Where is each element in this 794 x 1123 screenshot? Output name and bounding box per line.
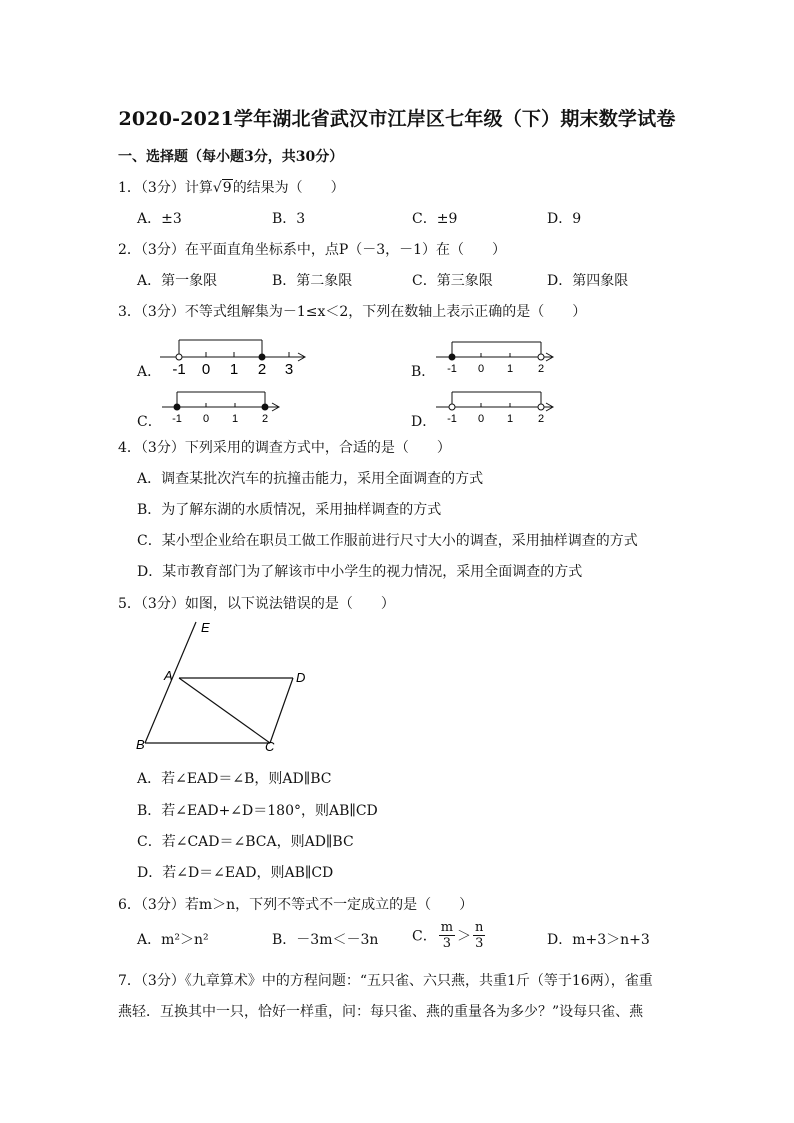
section-heading: 一、选择题（每小题3分，共30分）: [118, 149, 344, 165]
question-1: [118, 177, 345, 197]
option-d: D．若∠D＝∠EAD，则AB∥CD: [137, 865, 334, 881]
number-line-b: [434, 336, 556, 376]
option-d: D．9: [547, 211, 582, 227]
numerator: n: [475, 920, 484, 935]
page-title: 2020-2021学年湖北省武汉市江岸区七年级（下）期末数学试卷: [118, 108, 676, 130]
number-line-a: [158, 334, 310, 378]
question-7-line-1: 7．（3分）《九章算术》中的方程问题：“五只雀、六只燕，共重1斤（等于16两），雀重: [118, 973, 653, 989]
option-b: B．3: [272, 211, 306, 227]
tick-label: 1: [231, 413, 239, 425]
option-a: A．第一象限: [137, 273, 218, 289]
option-c: C．若∠CAD＝∠BCA，则AD∥BC: [137, 834, 354, 850]
tick-label: 0: [477, 363, 485, 375]
relation-symbol: ＞: [457, 928, 472, 945]
question-score: （3分）: [140, 180, 185, 196]
option-a: A．±3: [137, 211, 182, 227]
question-7-line-2: 燕轻．互换其中一只，恰好一样重，问：每只雀、燕的重量各为多少？”设每只雀、燕: [118, 1004, 644, 1020]
tick-label: -1: [172, 361, 186, 378]
fraction-n-over-3: [473, 920, 485, 951]
number-line-d: [434, 386, 556, 426]
question-5: 5．（3分）如图，以下说法错误的是（ ）: [118, 596, 395, 612]
option-d: D．m+3＞n+3: [547, 932, 650, 948]
point-label-d: D: [296, 670, 306, 685]
tick-label: -1: [447, 413, 457, 425]
point-label-c: C: [265, 739, 275, 754]
tick-label: 2: [257, 361, 267, 378]
fraction-m-over-3: [439, 920, 455, 951]
option-a: A．调查某批次汽车的抗撞击能力，采用全面调查的方式: [137, 471, 484, 487]
question-7: [118, 966, 678, 1028]
option-d: D．第四象限: [547, 273, 629, 289]
geometry-figure: [130, 618, 320, 756]
question-text-end: 的结果为（ ）: [232, 180, 345, 196]
radicand: 9: [222, 180, 232, 196]
option-d: D．某市教育部门为了解该市中小学生的视力情况，采用全面调查的方式: [137, 564, 583, 580]
option-a: A．若∠EAD＝∠B，则AD∥BC: [137, 771, 332, 787]
option-c: C．±9: [412, 211, 458, 227]
tick-label: 0: [202, 413, 210, 425]
option-c: C．某小型企业给在职员工做工作服前进行尺寸大小的调查，采用抽样调查的方式: [137, 533, 638, 549]
point-label-b: B: [136, 737, 145, 752]
question-2: 2．（3分）在平面直角坐标系中，点P（－3，－1）在（ ）: [118, 242, 507, 258]
tick-label: 0: [477, 413, 485, 425]
option-b: B．第二象限: [272, 273, 353, 289]
option-b: B．: [411, 364, 436, 380]
denominator: 3: [475, 936, 484, 951]
denominator: 3: [442, 936, 452, 951]
tick-label: -1: [447, 363, 457, 375]
tick-label: 1: [229, 361, 239, 378]
sqrt-expression: √9: [212, 180, 232, 196]
tick-label: -1: [172, 413, 182, 425]
point-label-e: E: [201, 620, 210, 635]
tick-label: 1: [506, 413, 514, 425]
point-label-a: A: [164, 668, 173, 683]
option-c: C．: [137, 414, 162, 430]
option-b: B．－3m＜－3n: [272, 932, 379, 948]
option-label: C．: [412, 928, 437, 945]
tick-label: 2: [537, 413, 545, 425]
tick-label: 0: [201, 361, 211, 378]
question-number: 1．: [118, 180, 141, 196]
numerator: m: [440, 920, 454, 935]
question-4: 4．（3分）下列采用的调查方式中，合适的是（ ）: [118, 440, 451, 456]
tick-label: 3: [284, 361, 294, 378]
option-b: B．为了解东湖的水质情况，采用抽样调查的方式: [137, 502, 442, 518]
option-c: C．第三象限: [412, 273, 493, 289]
question-text: 计算: [184, 180, 213, 196]
option-b: B．若∠EAD+∠D＝180°，则AB∥CD: [137, 803, 378, 819]
option-c: [412, 920, 487, 951]
question-3: 3．（3分）不等式组解集为－1≤x＜2，下列在数轴上表示正确的是（ ）: [118, 304, 587, 320]
option-d: D．: [411, 414, 437, 430]
option-a: A．m²＞n²: [137, 932, 209, 948]
tick-label: 2: [261, 413, 269, 425]
option-a: A．: [137, 364, 162, 380]
tick-label: 2: [537, 363, 545, 375]
question-6: 6．（3分）若m＞n，下列不等式不一定成立的是（ ）: [118, 897, 474, 913]
number-line-c: [160, 386, 282, 426]
tick-label: 1: [506, 363, 514, 375]
